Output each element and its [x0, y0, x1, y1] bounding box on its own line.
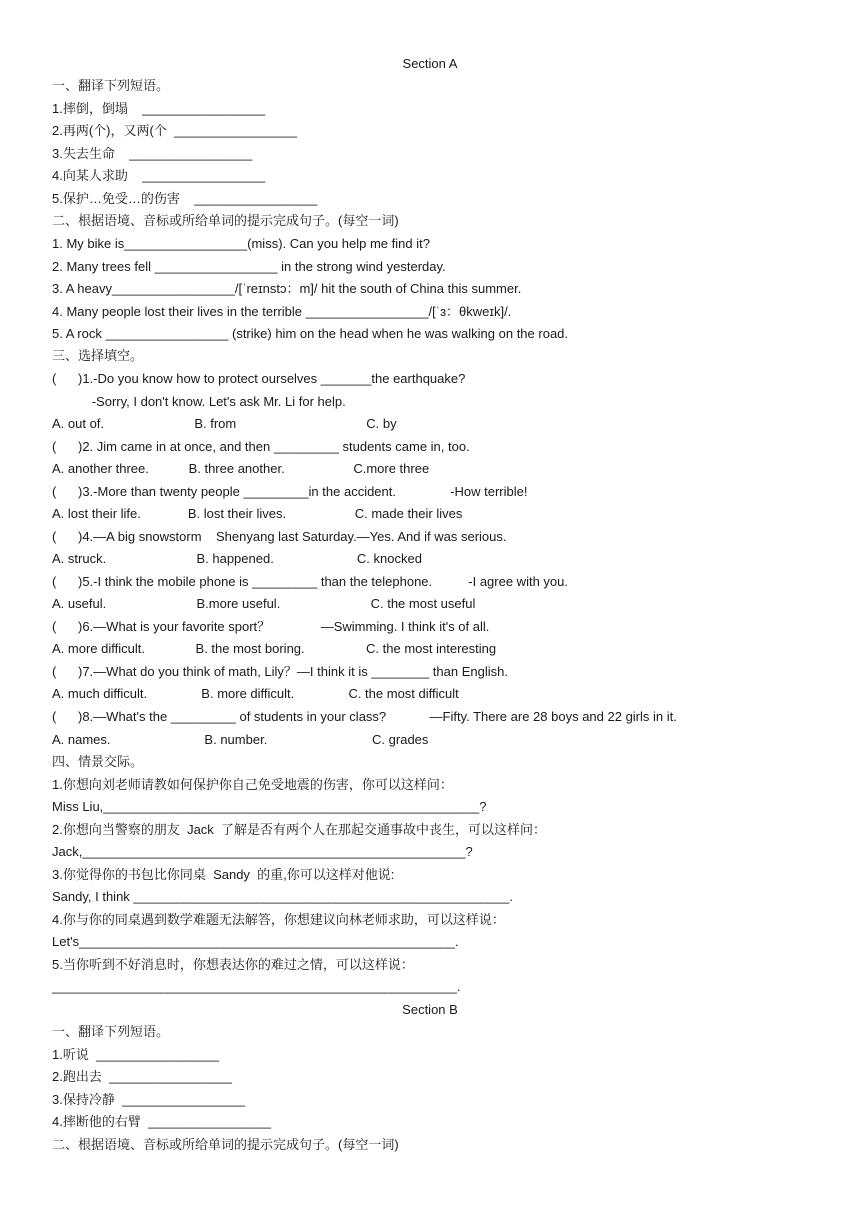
- question-4-options: A. struck. B. happened. C. knocked: [52, 551, 422, 566]
- dialogue-2-answer: Jack,_____________________________________________________?: [52, 844, 473, 859]
- section-a-title: Section A: [402, 56, 458, 71]
- sentence-item-5: 5. A rock _________________ (strike) him on the head when he was walking on the road.: [52, 326, 569, 341]
- question-1-reply: -Sorry, I don't know. Let's ask Mr. Li for help.: [52, 394, 346, 409]
- question-1-options: A. out of. B. from C. by: [52, 416, 397, 431]
- sentence-item-2: 2. Many trees fell _________________ in the strong wind yesterday.: [52, 259, 446, 274]
- question-7: ( )7.—What do you think of math, Lily？—I think it is ________ than English.: [52, 664, 508, 679]
- dialogue-3-prompt: 3.你觉得你的书包比你同桌 Sandy 的重,你可以这样对他说:: [52, 867, 395, 882]
- sentence-item-4: 4. Many people lost their lives in the terrible _________________/[ˈɜ：θkweɪk]/.: [52, 304, 512, 319]
- phrase-b-item-3: 3.保持冷静 _________________: [52, 1092, 245, 1107]
- phrase-item-5: 5.保护…免受…的伤害 _________________: [52, 191, 318, 206]
- question-5-options: A. useful. B.more useful. C. the most useful: [52, 596, 476, 611]
- question-7-options: A. much difficult. B. more difficult. C. the most difficult: [52, 686, 459, 701]
- question-6-options: A. more difficult. B. the most boring. C. the most interesting: [52, 641, 497, 656]
- heading-translate-phrases-b: 一、翻译下列短语。: [52, 1024, 170, 1039]
- sentence-item-3: 3. A heavy_________________/[ˈreɪnstɔ：m]/ hit the south of China this summer.: [52, 281, 522, 296]
- dialogue-5-answer: ________________________________________________________.: [52, 979, 461, 994]
- dialogue-4-prompt: 4.你与你的同桌遇到数学难题无法解答，你想建议向林老师求助，可以这样说：: [52, 912, 505, 927]
- phrase-item-3: 3.失去生命 _________________: [52, 146, 253, 161]
- heading-situational-dialogue: 四、情景交际。: [52, 754, 144, 769]
- dialogue-5-prompt: 5.当你听到不好消息时，你想表达你的难过之情，可以这样说：: [52, 957, 414, 972]
- question-2-options: A. another three. B. three another. C.more three: [52, 461, 430, 476]
- question-6: ( )6.—What is your favorite sport？ —Swimming. I think it's of all.: [52, 619, 490, 634]
- question-2: ( )2. Jim came in at once, and then _________ students came in, too.: [52, 439, 470, 454]
- question-4: ( )4.—A big snowstorm Shenyang last Saturday.—Yes. And if was serious.: [52, 529, 507, 544]
- heading-translate-phrases: 一、翻译下列短语。: [52, 78, 170, 93]
- question-5: ( )5.-I think the mobile phone is _________ than the telephone. -I agree with you.: [52, 574, 568, 589]
- dialogue-3-answer: Sandy, I think ____________________________________________________.: [52, 889, 513, 904]
- dialogue-4-answer: Let's____________________________________________________.: [52, 934, 459, 949]
- question-8-options: A. names. B. number. C. grades: [52, 732, 429, 747]
- phrase-b-item-2: 2.跑出去 _________________: [52, 1069, 232, 1084]
- phrase-item-2: 2.再两(个)，又两(个 _________________: [52, 123, 297, 138]
- question-3: ( )3.-More than twenty people _________in the accident. -How terrible!: [52, 484, 528, 499]
- phrase-b-item-4: 4.摔断他的右臂 _________________: [52, 1114, 271, 1129]
- heading-complete-sentences: 二、根据语境、音标或所给单词的提示完成句子。(每空一词): [52, 213, 399, 228]
- question-8: ( )8.—What's the _________ of students in your class? —Fifty. There are 28 boys and 22 girls in it.: [52, 709, 677, 724]
- phrase-b-item-1: 1.听说 _________________: [52, 1047, 219, 1062]
- heading-complete-sentences-b: 二、根据语境、音标或所给单词的提示完成句子。(每空一词): [52, 1137, 399, 1152]
- heading-multiple-choice: 三、选择填空。: [52, 348, 144, 363]
- dialogue-2-prompt: 2.你想向当警察的朋友 Jack 了解是否有两个人在那起交通事故中丧生，可以这样问：: [52, 822, 547, 837]
- phrase-item-1: 1.摔倒，倒塌 _________________: [52, 101, 266, 116]
- section-b-title: Section B: [402, 1002, 458, 1017]
- phrase-item-4: 4.向某人求助 _________________: [52, 168, 266, 183]
- sentence-item-1: 1. My bike is_________________(miss). Can you help me find it?: [52, 236, 430, 251]
- question-1: ( )1.-Do you know how to protect ourselves _______the earthquake?: [52, 371, 466, 386]
- question-3-options: A. lost their life. B. lost their lives. C. made their lives: [52, 506, 463, 521]
- dialogue-1-prompt: 1.你想向刘老师请教如何保护你自己免受地震的伤害，你可以这样问：: [52, 777, 453, 792]
- dialogue-1-answer: Miss Liu,____________________________________________________?: [52, 799, 487, 814]
